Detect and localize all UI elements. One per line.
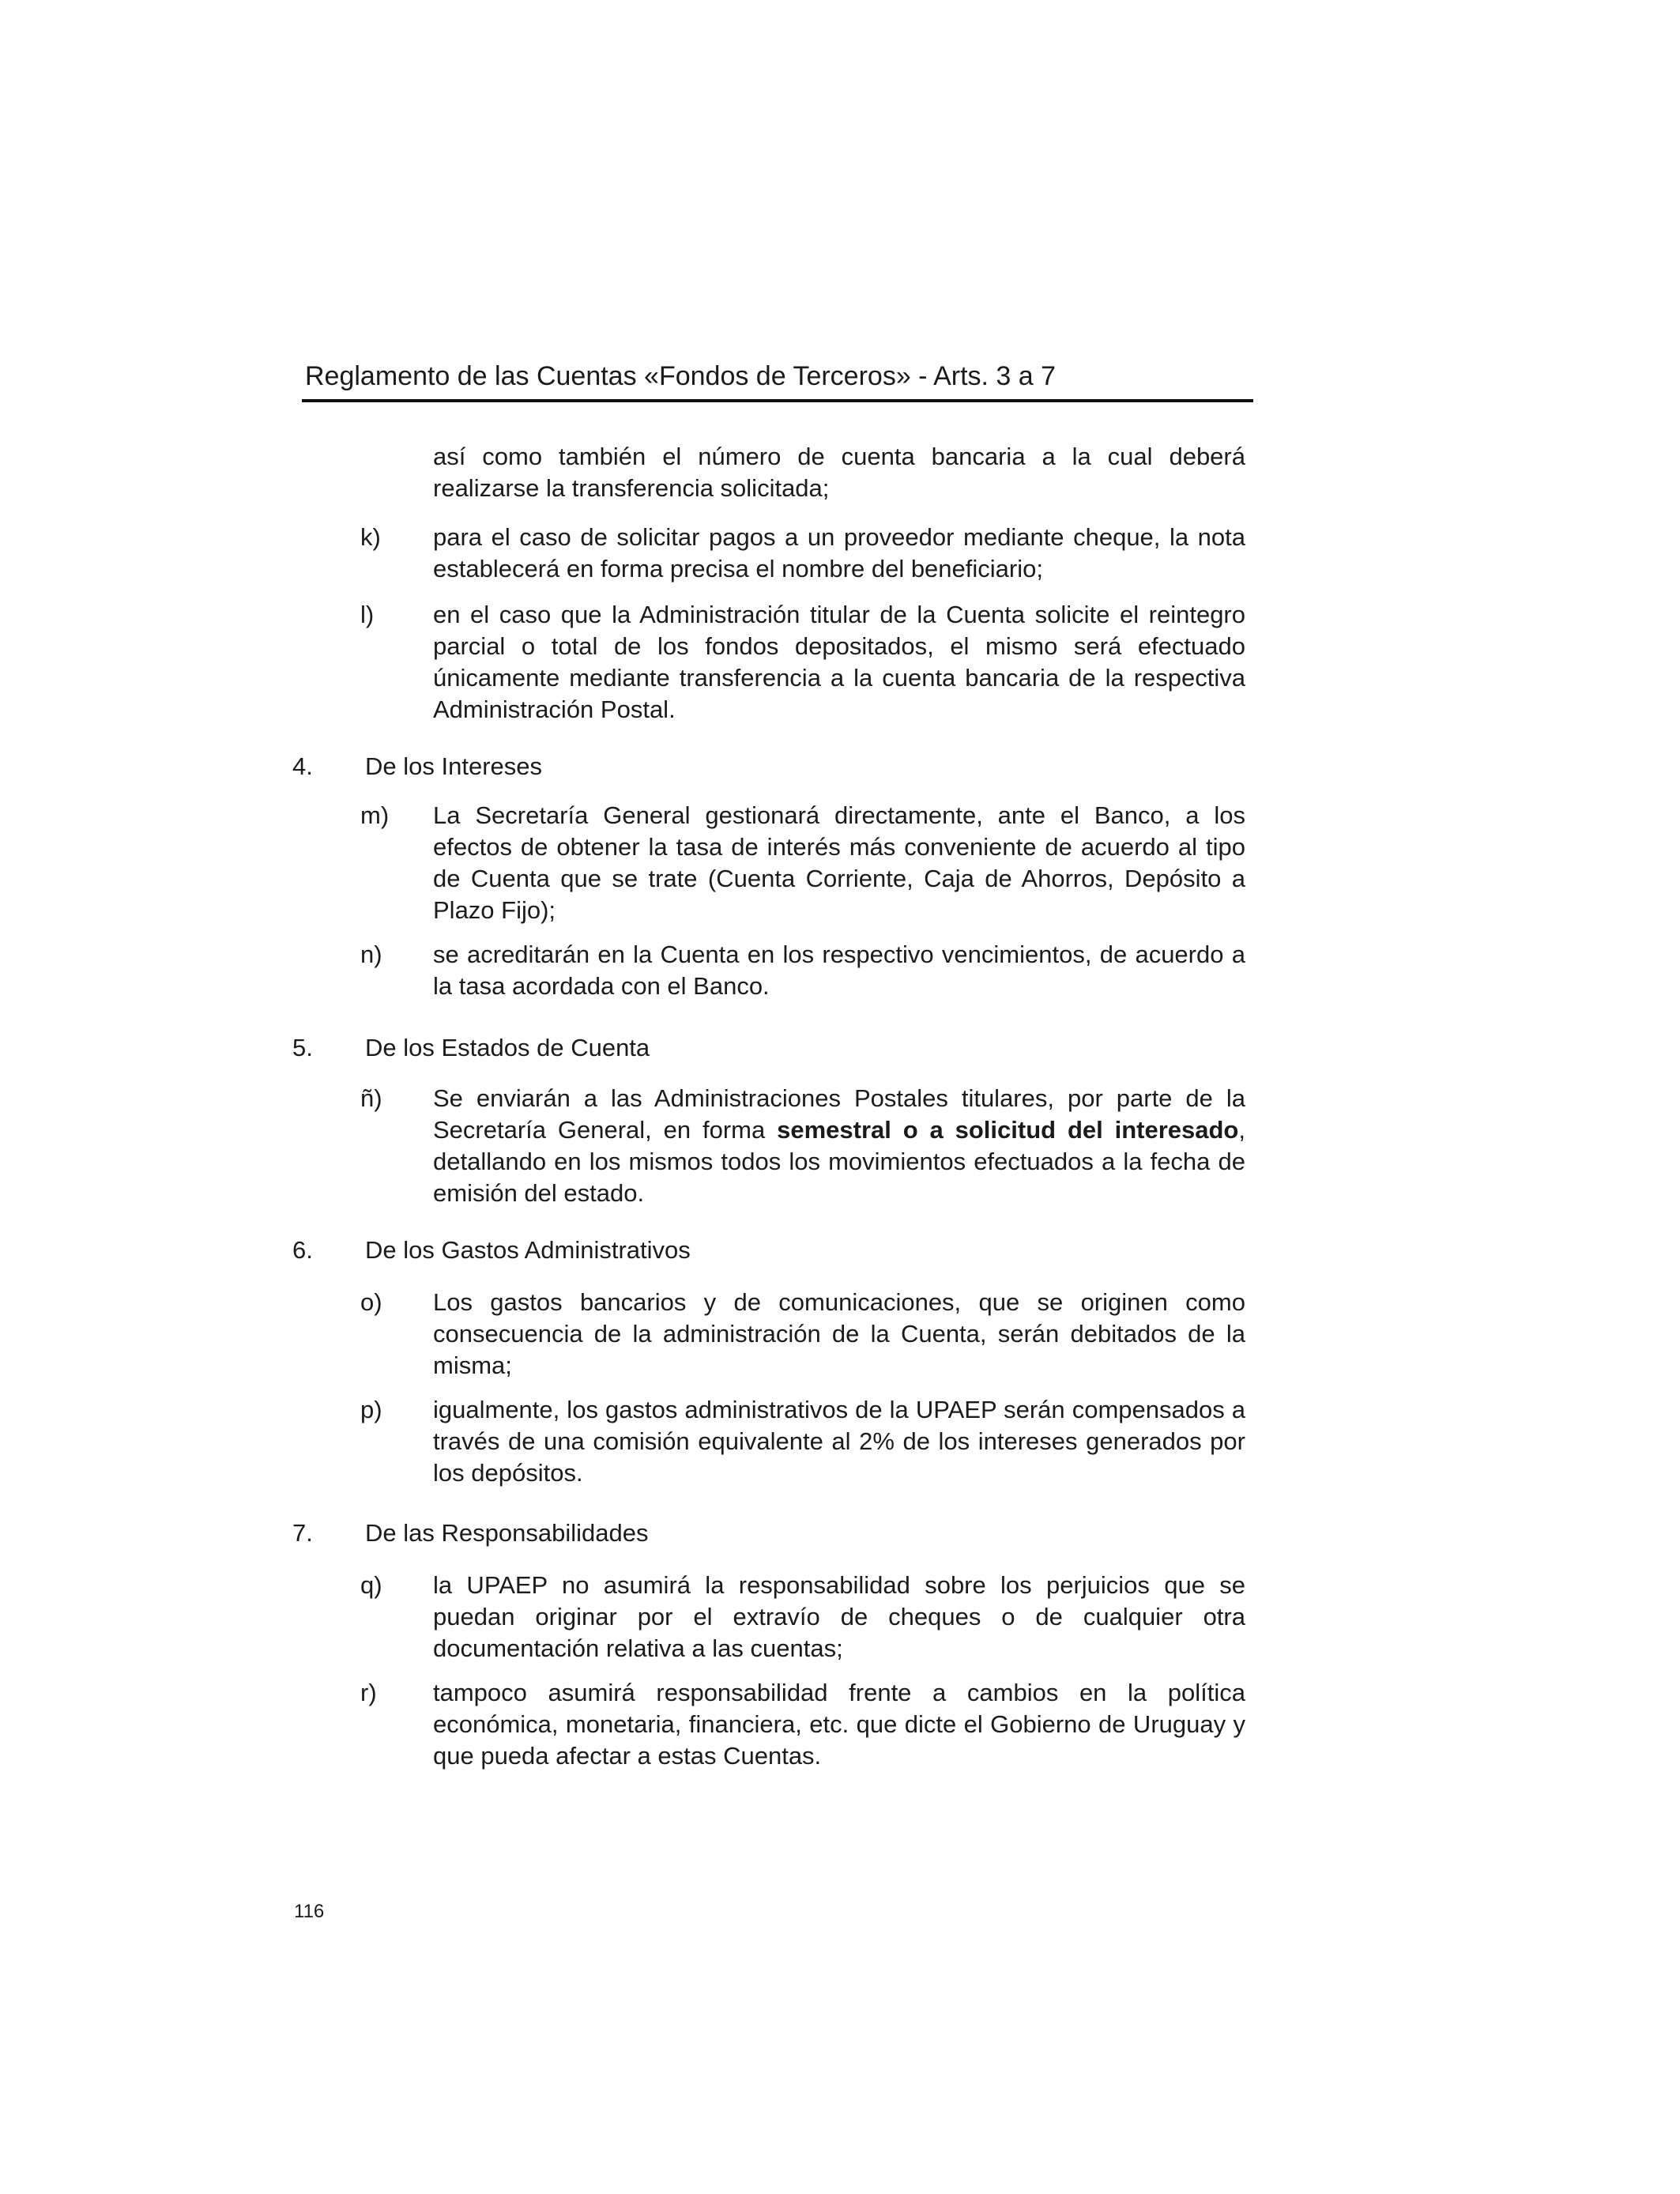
item-text-start: Se enviarán a las Administraciones Postales titulares, por parte de la Secretaría General, en forma — [433, 1084, 1245, 1144]
item-text: Los gastos bancarios y de comunicaciones, que se originen como consecuencia de la administración de la Cuenta, serán debitados de la misma; — [433, 1288, 1245, 1379]
section-number: 6. — [292, 1236, 313, 1264]
section-title: De los Intereses — [365, 752, 542, 780]
section-heading-7 — [292, 1517, 1241, 1549]
item-text: para el caso de solicitar pagos a un proveedor mediante cheque, la nota establecerá en forma precisa el nombre del beneficiario; — [433, 523, 1245, 582]
continuation-text: así como también el número de cuenta bancaria a la cual deberá realizarse la transferencia solicitada; — [433, 443, 1245, 502]
item-letter: o) — [360, 1288, 382, 1316]
header-rule — [302, 399, 1253, 402]
item-letter: k) — [360, 523, 381, 551]
item-text: igualmente, los gastos administrativos de la UPAEP serán compensados a través de una comisión equivalente al 2% de los intereses generados por los depósitos. — [433, 1396, 1245, 1487]
section-heading-5 — [292, 1032, 1241, 1064]
item-letter: q) — [360, 1571, 382, 1599]
section-title: De los Gastos Administrativos — [365, 1236, 691, 1264]
list-item-o — [360, 1287, 1245, 1382]
list-item-k — [360, 522, 1245, 585]
section-number: 7. — [292, 1519, 313, 1547]
list-item-r — [360, 1677, 1245, 1772]
item-text: se acreditarán en la Cuenta en los respectivo vencimientos, de acuerdo a la tasa acordada con el Banco. — [433, 941, 1245, 1000]
continuation-paragraph — [365, 441, 1245, 504]
running-header: Reglamento de las Cuentas «Fondos de Terceros» - Arts. 3 a 7 — [305, 361, 1057, 391]
item-text: en el caso que la Administración titular de la Cuenta solicite el reintegro parcial o total de los fondos depositados, el mismo será efectuado únicamente mediante transferencia a la cuenta bancaria de la respectiva Administración Postal. — [433, 601, 1245, 723]
list-item-m — [360, 800, 1245, 926]
list-item-n — [360, 939, 1245, 1002]
item-letter: p) — [360, 1396, 382, 1423]
item-letter: n) — [360, 941, 382, 968]
item-text-end: , detallando en los mismos todos los movimientos efectuados a la fecha de emisión del estado. — [433, 1116, 1245, 1207]
list-item-l — [360, 599, 1245, 726]
section-number: 5. — [292, 1034, 313, 1061]
section-heading-4 — [292, 751, 1241, 782]
section-number: 4. — [292, 752, 313, 780]
section-heading-6 — [292, 1235, 1241, 1266]
section-title: De las Responsabilidades — [365, 1519, 649, 1547]
list-item-enye — [360, 1083, 1245, 1209]
item-text-bold: semestral o a solicitud del interesado — [777, 1116, 1239, 1144]
list-item-q — [360, 1570, 1245, 1664]
item-letter: m) — [360, 801, 390, 829]
item-text — [433, 1083, 1245, 1209]
item-text: la UPAEP no asumirá la responsabilidad sobre los perjuicios que se puedan originar por el extravío de cheques o de cualquier otra documentación relativa a las cuentas; — [433, 1571, 1245, 1662]
page-number: 116 — [294, 1901, 325, 1922]
section-title: De los Estados de Cuenta — [365, 1034, 650, 1061]
item-letter: r) — [360, 1679, 377, 1706]
item-text: tampoco asumirá responsabilidad frente a cambios en la política económica, monetaria, financiera, etc. que dicte el Gobierno de Uruguay y que pueda afectar a estas Cuentas. — [433, 1679, 1245, 1770]
item-letter: ñ) — [360, 1084, 382, 1112]
item-text: La Secretaría General gestionará directamente, ante el Banco, a los efectos de obtener la tasa de interés más conveniente de acuerdo al tipo de Cuenta que se trate (Cuenta Corriente, Caja de Ahorros, Depósito a Plazo Fijo); — [433, 801, 1245, 924]
item-letter: l) — [360, 601, 375, 628]
list-item-p — [360, 1394, 1245, 1489]
